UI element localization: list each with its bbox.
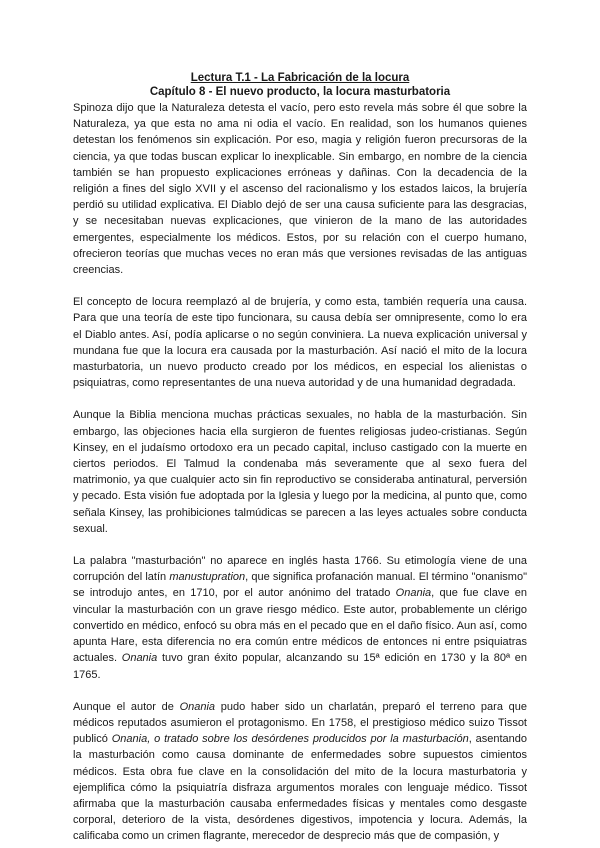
paragraph-4-text: , que significa profanación manual. El término "onanismo" se introdujo antes, en 1710, por el autor anónimo del tratado — [73, 571, 527, 600]
paragraph-5-text: , asentando la masturbación como causa dominante de enfermedades sobre supuestos cimientos médicos. Esta obra fue clave en la consolidación del mito de la locura masturbatoria y ejemplifica cómo la psiquiatría disfraza argumentos morales con lenguaje médico. Tissot afirmaba que la masturbación causaba enfermedades físicas y mentales como desgaste corporal, deterioro de la vista, desórdenes digestivos, impotencia y locura. Además, la calificaba como un crimen flagrante, merecedor de desprecio más que de compasión, y — [73, 733, 527, 843]
paragraph-3: Aunque la Biblia menciona muchas prácticas sexuales, no habla de la masturbación. Sin embargo, las objeciones hacia ella surgieron de fuentes religiosas judeo-cristianas. Según Kinsey, en el judaísmo ortodoxo era un pecado capital, incluso castigado con la muerte en ciertos periodos. El Talmud la condenaba más severamente que al sexo fuera del matrimonio, ya que cualquier acto sin fin reproductivo se consideraba antinatural, perversión y pecado. Esta visión fue adoptada por la Iglesia y luego por la medicina, al punto que, como señala Kinsey, las prohibiciones talmúdicas se parecen a las leyes actuales sobre conducta sexual. — [73, 409, 527, 535]
latin-term: manustupration — [169, 571, 246, 584]
book-title: Onania, o tratado sobre los desórdenes producidos por la masturbación — [111, 733, 469, 746]
document-heading: Lectura T.1 - La Fabricación de la locura — [190, 72, 410, 84]
paragraph-2: El concepto de locura reemplazó al de brujería, y como esta, también requería una causa. Para que una teoría de este tipo funcionara, su causa debía ser omnipresente, como lo era el Diablo antes. Así, podía aplicarse o no según conviniera. La nueva explicación universal y mundana fue que la locura era causada por la masturbación. Así nació el mito de la locura masturbatoria, un nuevo producto creado por los médicos, en especial los alienistas o psiquiatras, como representantes de una nueva autoridad y de una humanidad degradada. — [73, 296, 527, 390]
paragraph-5-text: Aunque el autor de — [73, 700, 180, 713]
paragraph-5 — [73, 699, 527, 845]
chapter-subheading: Capítulo 8 - El nuevo producto, la locura masturbatoria — [149, 86, 451, 98]
paragraph-4 — [73, 553, 527, 683]
paragraph-5-text: pudo haber sido un charlatán, preparó el terreno para que médicos reputados asumieron el protagonismo. En 1758, el prestigioso médico suizo Tissot publicó — [73, 700, 527, 746]
book-title: Onania — [179, 700, 216, 713]
paragraph-1: Spinoza dijo que la Naturaleza detesta el vacío, pero esto revela más sobre él que sobre la Naturaleza, ya que esta no ama ni odia el vacío. En realidad, son los humanos quienes detestan los fenómenos sin explicación. Por eso, magia y religión fueron precursoras de la ciencia, ya que todas buscan explicar lo inexplicable. Sin embargo, en nombre de la ciencia también se han propuesto explicaciones erróneas y dañinas. Con la decadencia de la religión a fines del siglo XVII y el ascenso del racionalismo y los estados laicos, la brujería perdió su utilidad explicativa. El Diablo dejó de ser una causa suficiente para las desgracias, y se necesitaban nuevas explicaciones, que vinieron de la mano de las autoridades emergentes, especialmente los médicos. Estos, por su relación con el cuerpo humano, ofrecieron teorías que muchas veces no eran más que versiones revisadas de las antiguas creencias. — [73, 102, 527, 277]
paragraph-4-text: tuvo gran éxito popular, alcanzando su 15ª edición en 1730 y la 80ª en 1765. — [73, 652, 527, 681]
book-title: Onania — [121, 652, 158, 665]
paragraph-4-text: La palabra "masturbación" no aparece en inglés hasta 1766. Su etimología viene de una corrupción del latín — [73, 555, 527, 584]
paragraph-4-text: , que fue clave en vincular la masturbación con un grave riesgo médico. Este autor, probablemente un clérigo convertido en médico, enfocó su obra más en el pecado que en el daño físico. Aun así, como apunta Hare, esta diferencia no era común entre médicos de entonces ni entre psiquiatras actuales. — [73, 587, 528, 665]
book-title: Onania — [395, 587, 432, 600]
